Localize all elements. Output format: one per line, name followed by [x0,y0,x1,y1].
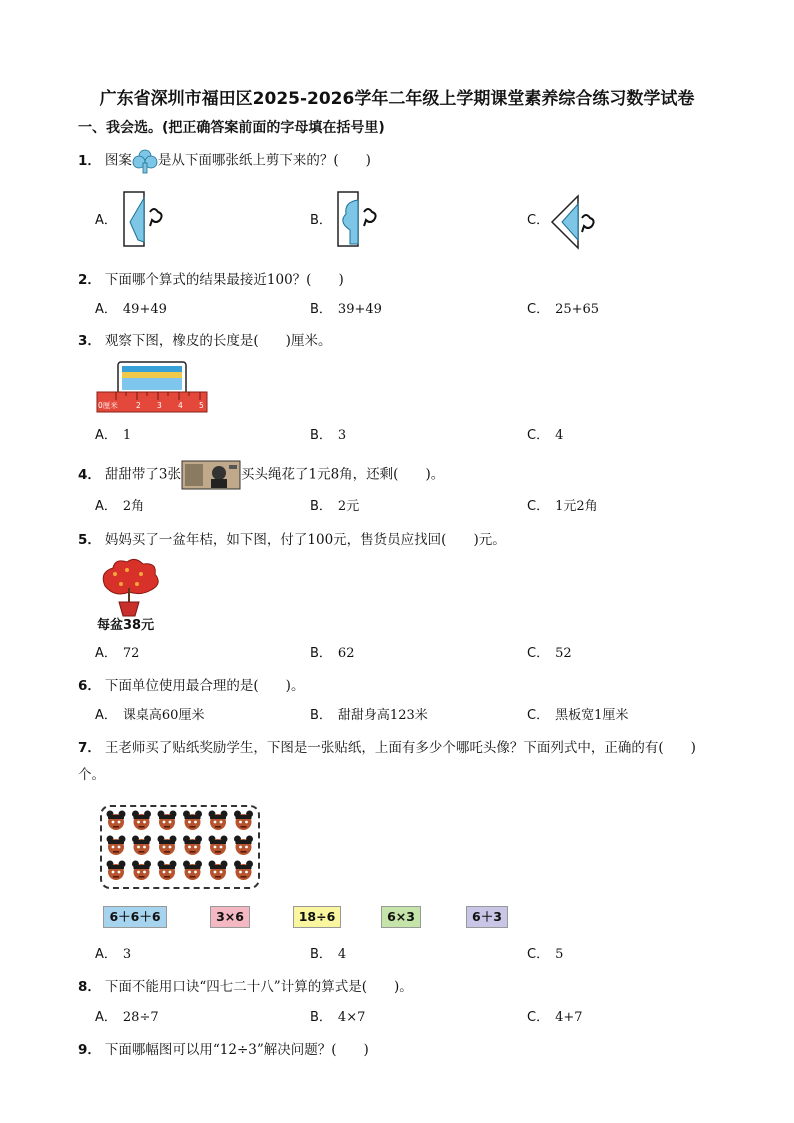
question-9 [78,1040,369,1060]
option-letter: B． [310,708,332,723]
question-text: 下面不能用口诀“四七二十八”计算的算式是( )。 [104,979,413,995]
option-letter: C． [527,708,550,723]
question-4 [78,460,444,490]
question-text: 下面哪个算式的结果最接近100？( ) [104,272,344,288]
option-letter: B． [310,302,332,317]
option-letter: B． [310,947,332,962]
option-letter: A． [95,947,117,962]
question-number: 3． [78,333,101,349]
expression-card: 6＋3 [466,906,508,928]
option-3b[interactable] [310,427,346,445]
option-3a[interactable] [95,427,131,445]
option-text: 4 [337,947,347,962]
option-letter: B． [310,213,332,228]
section-heading: 一、我会选。(把正确答案前面的字母填在括号里) [78,120,385,136]
option-letter: A． [95,302,117,317]
nezha-face-icon [158,811,177,831]
question-3 [78,331,331,351]
question-pre-text: 图案 [104,152,132,169]
ruler-label: 2 [136,401,141,410]
option-8c[interactable] [527,1009,583,1027]
nezha-face-icon [132,811,151,831]
expression-card: 18÷6 [293,906,341,928]
option-text: 25+65 [555,302,600,317]
question-6 [78,676,304,696]
option-5a[interactable] [95,645,139,663]
page-title: 广东省深圳市福田区2025-2026学年二年级上学期课堂素养综合练习数学试卷 [99,89,695,109]
option-letter: C． [527,213,550,228]
question-2 [78,270,344,290]
option-letter: B． [310,428,332,443]
option-3c[interactable] [527,427,563,445]
option-letter: A． [95,1010,117,1025]
nezha-face-icon [209,836,228,856]
expression-card: 6＋6＋6 [103,906,167,928]
option-4a[interactable] [95,498,144,516]
option-letter: B． [310,499,332,514]
option-text: 3 [337,428,347,443]
option-4b[interactable] [310,498,359,516]
question-number: 9． [78,1042,101,1058]
question-number: 7． [78,740,101,756]
nezha-face-icon [132,861,151,881]
option-text: 2元 [337,499,360,514]
option-text: 39+49 [337,302,382,317]
option-text: 3 [122,947,132,962]
question-number: 2． [78,272,101,288]
option-text: 72 [122,646,140,661]
option-1a[interactable] [95,212,123,230]
option-4c[interactable] [527,498,598,516]
ruler-label: 5 [199,401,204,410]
option-text: 4 [555,428,564,443]
ruler-label: 0厘米 [98,401,118,410]
option-letter: A． [95,708,117,723]
option-6c[interactable] [527,707,628,725]
option-text: 5 [555,947,564,962]
option-letter: B． [310,1010,332,1025]
question-pre-text: 甜甜带了3张 [104,466,181,483]
nezha-face-icon [234,861,253,881]
question-number: 8． [78,979,101,995]
option-8b[interactable] [310,1009,365,1027]
option-2a[interactable] [95,301,167,319]
question-5 [78,530,506,550]
question-text: 王老师买了贴纸奖励学生，下图是一张贴纸，上面有多少个哪吒头像？下面列式中，正确的有( ) [104,740,696,756]
question-number: 6． [78,678,101,694]
option-5c[interactable] [527,645,572,663]
expression-card: 6×3 [381,906,421,928]
question-1 [78,148,371,174]
question-text: 买头绳花了1元8角，还剩( )。 [241,466,445,483]
nezha-face-icon [107,811,126,831]
nezha-face-icon [234,836,253,856]
option-text: 52 [555,646,572,661]
kumquat-tree-illustration [97,558,161,618]
nezha-face-icon [158,861,177,881]
option-text: 4×7 [337,1010,366,1025]
option-letter: A． [95,499,117,514]
option-letter: C． [527,302,550,317]
option-text: 28÷7 [122,1010,159,1025]
nezha-face-icon [183,836,202,856]
option-text: 49+49 [122,302,167,317]
question-text: 是从下面哪张纸上剪下来的？( ) [157,152,371,169]
option-7c[interactable] [527,946,563,964]
option-5b[interactable] [310,645,354,663]
option-7a[interactable] [95,946,131,964]
option-text: 甜甜身高123米 [337,708,428,723]
option-6b[interactable] [310,707,428,725]
option-6a[interactable] [95,707,204,725]
nezha-face-icon [209,811,228,831]
question-7-continued: 个。 [78,767,105,783]
option-text: 62 [337,646,355,661]
option-text: 1元2角 [555,499,598,514]
option-text: 1 [122,428,132,443]
option-letter: A． [95,428,117,443]
option-text: 4+7 [555,1010,583,1025]
ruler-label: 3 [157,401,162,410]
question-number: 5． [78,532,101,548]
option-7b[interactable] [310,946,346,964]
option-letter: C． [527,947,550,962]
option-text: 2角 [122,499,145,514]
question-text: 下面单位使用最合理的是( )。 [104,678,305,694]
folded-paper-a-icon [120,190,166,250]
ruler-label: 4 [178,401,183,410]
nezha-face-icon [132,836,151,856]
ruler-with-eraser-illustration [96,360,208,414]
nezha-face-grid [102,807,258,887]
option-8a[interactable] [95,1009,159,1027]
nezha-face-icon [107,836,126,856]
expression-card: 3×6 [210,906,250,928]
option-letter: C． [527,428,550,443]
question-text: 妈妈买了一盆年桔，如下图，付了100元，售货员应找回( )元。 [104,532,506,548]
nezha-face-icon [107,861,126,881]
question-7 [78,738,748,758]
nezha-face-icon [209,861,228,881]
folded-paper-c-icon [550,194,600,250]
question-text: 观察下图，橡皮的长度是( )厘米。 [104,333,332,349]
price-label: 每盆38元 [97,618,155,633]
option-letter: C． [527,499,550,514]
nezha-face-icon [183,861,202,881]
option-letter: A． [95,646,117,661]
banknote-icon [181,460,241,490]
question-8 [78,977,413,997]
nezha-face-icon [158,836,177,856]
option-2b[interactable] [310,301,382,319]
nezha-face-icon [234,811,253,831]
question-number: 4． [78,466,101,483]
option-letter: A． [95,213,117,228]
question-text: 下面哪幅图可以用“12÷3”解决问题？( ) [104,1042,369,1058]
option-2c[interactable] [527,301,599,319]
option-letter: C． [527,646,550,661]
nezha-face-icon [183,811,202,831]
sticker-sheet [100,805,260,889]
question-number: 1． [78,152,101,169]
option-letter: C． [527,1010,550,1025]
folded-paper-b-icon [334,190,380,250]
option-text: 课桌高60厘米 [122,708,205,723]
option-letter: B． [310,646,332,661]
option-text: 黑板宽1厘米 [555,708,629,723]
club-pattern-icon [132,148,158,174]
